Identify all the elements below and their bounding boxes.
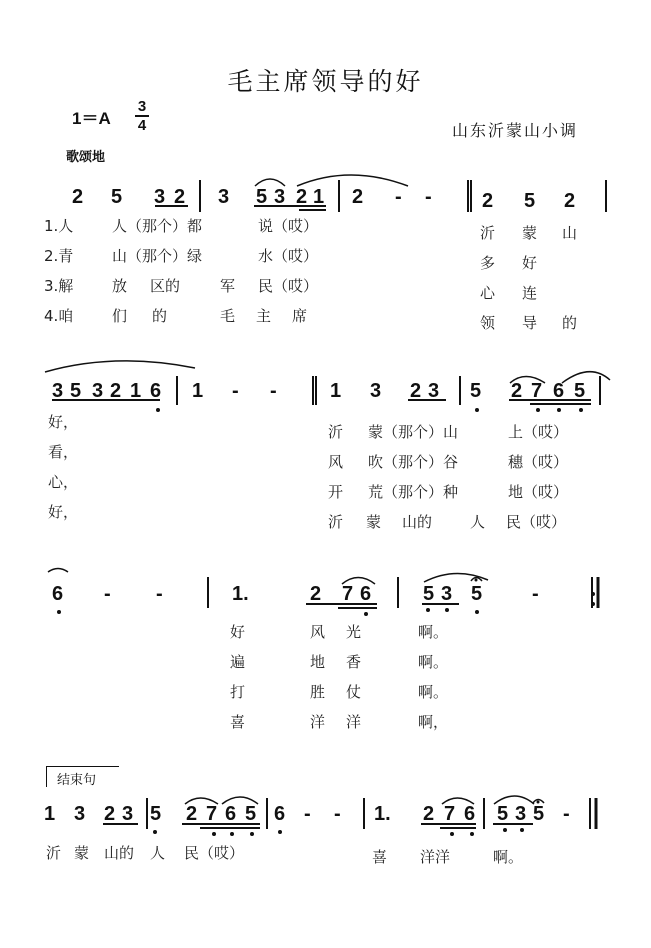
lyric: 山（那个）绿 (112, 247, 203, 265)
lyric: 喜 (372, 848, 388, 866)
note: 5 (256, 186, 268, 208)
lyric: 地（哎） (508, 483, 569, 501)
note: 3 (74, 803, 86, 825)
lyric: 啊， (418, 713, 449, 731)
note: 3 (52, 380, 64, 402)
lyric: 水（哎） (258, 247, 319, 265)
lyric: 人（那个）都 (112, 217, 203, 235)
note: 5 (471, 583, 483, 605)
lyric: 光 (346, 623, 362, 641)
note: 5 (574, 380, 586, 402)
lyric: 上（哎） (508, 423, 569, 441)
lyric: 好， (48, 503, 79, 521)
lyric: 穗（哎） (508, 453, 569, 471)
lyric: 沂 (480, 224, 496, 242)
lyric: 人 (470, 513, 486, 531)
note: 2 (352, 186, 364, 208)
note: 7 (444, 803, 456, 825)
line2-lyrics (48, 413, 568, 531)
note: 5 (423, 583, 435, 605)
note: 2 (423, 803, 435, 825)
note: 1 (130, 380, 142, 402)
note: 6 (274, 803, 286, 825)
note: 3 (515, 803, 527, 825)
note: 3 (92, 380, 104, 402)
lyric: 蒙 (74, 844, 90, 862)
lyric: 仗 (346, 683, 362, 701)
note: 2 (186, 803, 198, 825)
lyric: 山的 (104, 844, 135, 862)
lyric: 风 (328, 453, 344, 471)
dash: - (232, 380, 239, 402)
lyric: 山的 (402, 513, 433, 531)
note: 6 (360, 583, 372, 605)
lyric: 山 (562, 224, 578, 242)
note: 5 (533, 803, 545, 825)
lyric: 荒（那个）种 (368, 483, 459, 501)
dash: - (304, 803, 311, 825)
line4-lyrics (46, 844, 523, 866)
lyric: 连 (522, 284, 538, 302)
lyric: 沂 (328, 513, 344, 531)
note: 1 (330, 380, 342, 402)
lyric: 洋 (310, 713, 326, 731)
lyric: 毛 (220, 307, 236, 325)
lyric: 好， (48, 413, 79, 431)
note: 2 (511, 380, 523, 402)
line4-notes (44, 803, 570, 825)
lyric: 心， (48, 473, 79, 491)
note: 5 (524, 190, 536, 212)
lyric: 民（哎） (506, 513, 567, 531)
note: 2 (310, 583, 322, 605)
dash: - (425, 186, 432, 208)
lyric: 打 (230, 683, 246, 701)
lyric: 啊。 (418, 653, 449, 671)
lyric: 说（哎） (258, 217, 319, 235)
lyric: 啊。 (493, 848, 524, 866)
note: 5 (245, 803, 257, 825)
note: 7 (531, 380, 543, 402)
lyric: 主 (256, 307, 272, 325)
lyric: 蒙 (366, 513, 382, 531)
lyric: 啊。 (418, 683, 449, 701)
lyric: 遍 (230, 653, 246, 671)
lyric: 开 (328, 483, 344, 501)
note: 6 (52, 583, 64, 605)
lyric: 民（哎） (184, 844, 245, 862)
lyric: 领 (480, 314, 496, 332)
lyric: 好 (230, 623, 246, 641)
lyric: 4.咱 (44, 307, 74, 325)
lyric: 人 (150, 844, 166, 862)
line1-notes (72, 186, 575, 212)
note: 2 (72, 186, 84, 208)
lyric: 放 (112, 277, 128, 295)
score-lines (45, 175, 610, 829)
lyric: 好 (522, 254, 538, 272)
note: 7 (206, 803, 218, 825)
lyric: 的 (562, 314, 578, 332)
lyric: 洋洋 (420, 848, 451, 866)
note: 3 (154, 186, 166, 208)
lyric: 蒙（那个）山 (368, 423, 459, 441)
lyric: 风 (310, 623, 326, 641)
note: 5 (470, 380, 482, 402)
note: 1. (374, 803, 391, 825)
note: 3 (122, 803, 134, 825)
lyric: 军 (220, 277, 236, 295)
song-title: 毛主席领导的好 (227, 67, 424, 96)
dash: - (334, 803, 341, 825)
lyric: 民（哎） (258, 277, 319, 295)
song-origin: 山东沂蒙山小调 (452, 121, 579, 140)
note: 2 (296, 186, 308, 208)
dash: - (395, 186, 402, 208)
lyric: 席 (292, 307, 308, 325)
line3-notes (52, 583, 539, 605)
note: 2 (174, 186, 186, 208)
dash: - (532, 583, 539, 605)
note: 7 (342, 583, 354, 605)
octave-dots (57, 408, 595, 836)
note: 1. (232, 583, 249, 605)
note: 5 (150, 803, 162, 825)
note: 3 (441, 583, 453, 605)
note: 2 (482, 190, 494, 212)
lyric: 看， (48, 443, 79, 461)
note: 1 (44, 803, 56, 825)
lyric: 沂 (328, 423, 344, 441)
time-signature-top: 3 (137, 98, 147, 115)
time-signature-bottom: 4 (137, 117, 147, 134)
note: 2 (410, 380, 422, 402)
note: 2 (564, 190, 576, 212)
line2-notes (52, 380, 585, 402)
ending-label: 结束句 (46, 766, 119, 787)
dash: - (563, 803, 570, 825)
lyric: 喜 (230, 713, 246, 731)
lyric: 1.人 (44, 217, 74, 235)
note: 5 (111, 186, 123, 208)
note: 3 (428, 380, 440, 402)
note: 3 (218, 186, 230, 208)
note: 1 (313, 186, 325, 208)
line3-lyrics (230, 623, 448, 731)
lyric: 们 (112, 307, 128, 325)
note: 2 (104, 803, 116, 825)
note: 1 (192, 380, 204, 402)
fermata-marks (471, 578, 544, 804)
lyric: 导 (522, 314, 538, 332)
lyric: 2.青 (44, 247, 74, 265)
dash: - (104, 583, 111, 605)
note: 3 (274, 186, 286, 208)
line1-lyrics (44, 217, 577, 332)
note: 6 (464, 803, 476, 825)
dash: - (270, 380, 277, 402)
lyric: 吹（那个）谷 (368, 453, 459, 471)
lyric: 的 (152, 307, 168, 325)
lyric: 沂 (46, 844, 62, 862)
tempo-marking: 歌颂地 (66, 150, 106, 165)
note: 6 (553, 380, 565, 402)
lyric: 心 (480, 284, 496, 302)
key-signature: 1＝A (72, 109, 111, 128)
lyric: 洋 (346, 713, 362, 731)
note: 5 (497, 803, 509, 825)
lyric: 胜 (310, 683, 326, 701)
lyric: 多 (480, 254, 496, 272)
lyric: 啊。 (418, 623, 449, 641)
note: 2 (110, 380, 122, 402)
dash: - (156, 583, 163, 605)
lyric: 区的 (150, 277, 181, 295)
note: 5 (70, 380, 82, 402)
lyric: 地 (310, 653, 326, 671)
note: 6 (150, 380, 162, 402)
note: 3 (370, 380, 382, 402)
lyric: 3.解 (44, 277, 74, 295)
lyric: 香 (346, 653, 362, 671)
note: 6 (225, 803, 237, 825)
lyric: 蒙 (522, 224, 538, 242)
